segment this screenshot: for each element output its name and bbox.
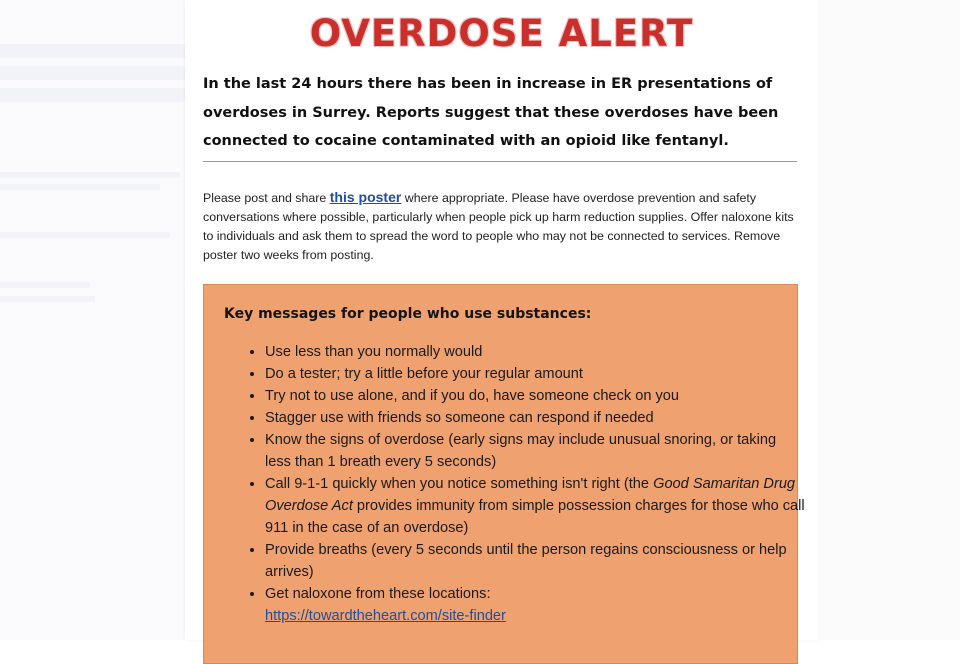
alert-title: OVERDOSE ALERT xyxy=(309,12,694,55)
blurred-line xyxy=(0,88,190,102)
blurred-line xyxy=(0,282,90,288)
alert-document xyxy=(185,0,818,640)
blurred-line xyxy=(0,44,210,58)
key-messages-heading: Key messages for people who use substances: xyxy=(224,306,592,322)
list-item: • Do a tester; try a little before your regular amount xyxy=(265,363,805,385)
background-left-blur xyxy=(0,0,200,640)
poster-link[interactable]: this poster xyxy=(329,189,402,205)
blurred-line xyxy=(0,172,180,178)
site-finder-link[interactable]: https://towardtheheart.com/site-finder xyxy=(265,608,506,624)
background-right xyxy=(820,0,960,640)
intro-text-before: Please post and share xyxy=(203,191,330,205)
blurred-line xyxy=(0,184,160,190)
alert-headline: In the last 24 hours there has been in increase in ER presentations of overdoses in Surrey. Reports suggest that these overdoses have been connected to cocaine contaminated with an opioid like fentanyl. xyxy=(203,76,779,149)
list-item: • Use less than you normally would xyxy=(265,341,805,363)
blurred-line xyxy=(0,296,95,302)
intro-text-after: where appropriate. Please have overdose prevention and safety conversations where possible, particularly when people pick up harm reduction supplies. Offer naloxone kits to individuals and ask them to spread the word to people who may not be connected to services. Remove poster two weeks from posting. xyxy=(203,191,794,262)
act-name: Good Samaritan Drug Overdose Act xyxy=(265,476,796,514)
list-item xyxy=(265,473,805,539)
key-messages-list xyxy=(238,341,805,627)
list-item: • Provide breaths (every 5 seconds until the person regains consciousness or help arrives) xyxy=(265,539,805,583)
key-messages-box xyxy=(203,284,805,664)
divider xyxy=(203,161,797,162)
intro-paragraph xyxy=(203,188,803,265)
blurred-line xyxy=(0,232,170,238)
list-item: • Try not to use alone, and if you do, have someone check on you xyxy=(265,385,805,407)
list-item-text: Get naloxone from these locations: xyxy=(265,586,491,602)
blurred-line xyxy=(0,66,200,80)
list-item-text: Call 9-1-1 quickly when you notice something isn't right (the xyxy=(265,476,654,492)
list-item xyxy=(265,583,805,627)
list-item: • Know the signs of overdose (early signs may include unusual snoring, or taking less than 1 breath every 5 seconds) xyxy=(265,429,805,473)
list-item-text: provides immunity from simple possession charges for those who call 911 in the case of an overdose) xyxy=(265,498,805,536)
list-item: • Stagger use with friends so someone can respond if needed xyxy=(265,407,805,429)
